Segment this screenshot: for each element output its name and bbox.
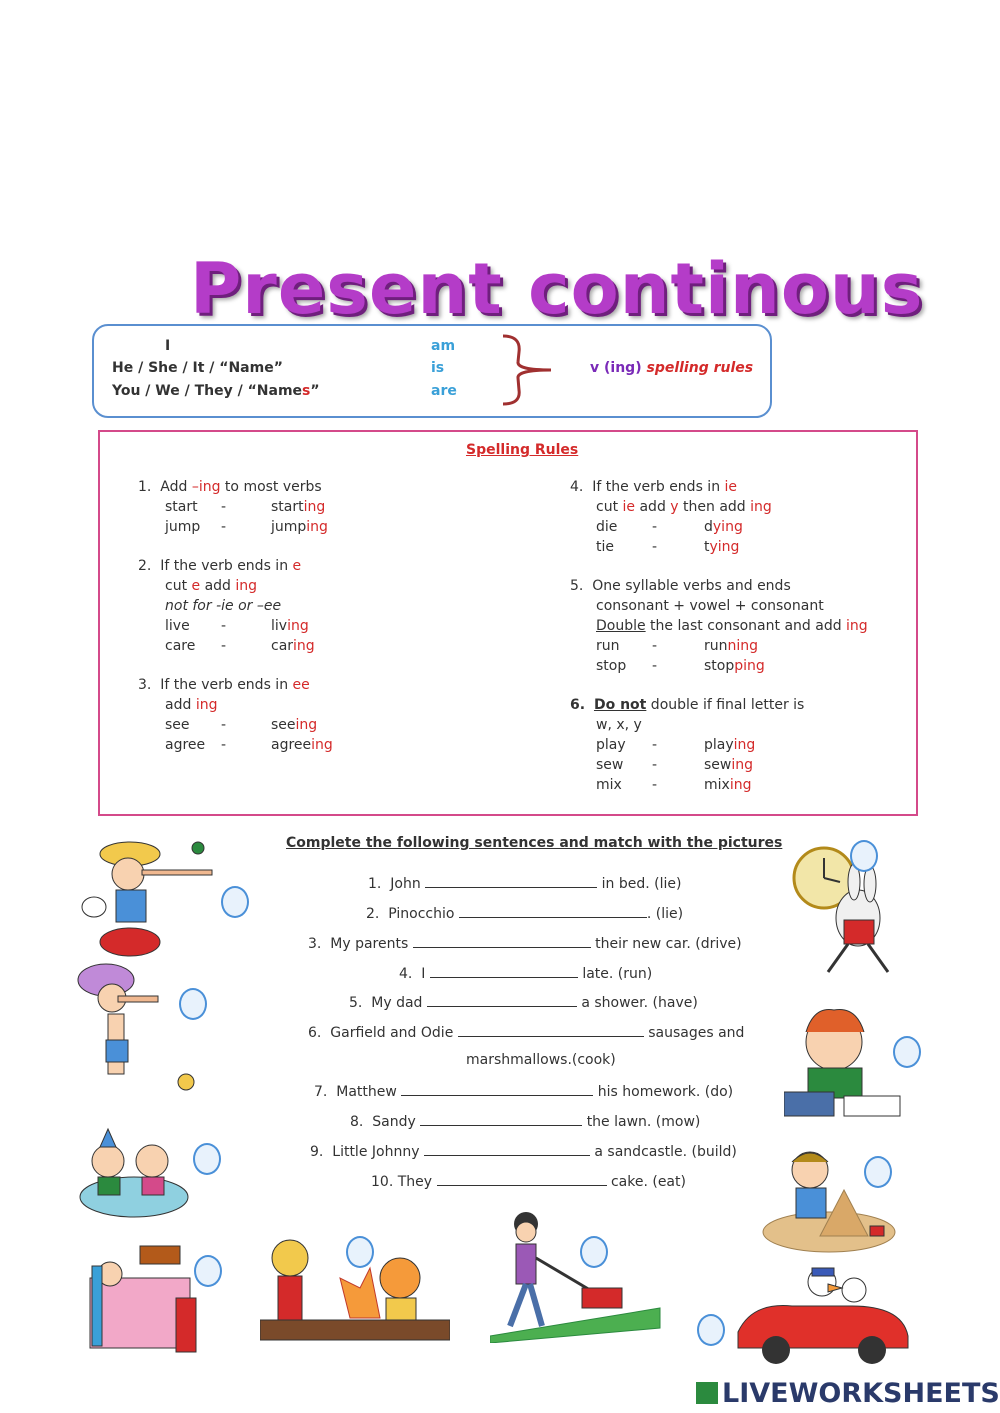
answer-blank-5[interactable] [427,992,577,1007]
rule-4-example-2: tie - tying [596,539,740,555]
match-bubble-cake[interactable] [193,1143,221,1175]
rule-3-heading: 3. If the verb ends in ee [138,677,310,693]
sentence-8: 8. Sandy the lawn. (mow) [350,1111,700,1130]
subject-i: I [165,338,171,354]
aux-are: are [431,383,457,399]
answer-blank-9[interactable] [424,1141,590,1156]
match-bubble-rabbit[interactable] [850,840,878,872]
spelling-rules-title: Spelling Rules [466,442,579,458]
sentence-9: 9. Little Johnny a sandcastle. (build) [310,1141,737,1160]
rule-2-line-2: cut e add ing [165,578,258,594]
rule-6-line-2: w, x, y [596,717,642,733]
car-driving-picture [732,1262,912,1367]
rule-6-heading: 6. Do not double if final letter is [570,697,805,713]
subject-you-we-they: You / We / They / “Names” [112,383,320,399]
rule-5-line-2: consonant + vowel + consonant [596,598,824,614]
boy-homework-picture [784,1002,909,1127]
rule-4-example-1: die - dying [596,519,743,535]
liveworksheets-logo-icon [696,1382,718,1404]
sentence-3: 3. My parents their new car. (drive) [308,933,742,952]
brace-icon [485,332,555,408]
rule-5-line-3: Double the last consonant and add ing [596,618,868,634]
rule-6-example-3: mix - mixing [596,777,752,793]
birthday-cake-picture [78,1125,190,1220]
pinocchio-picture [80,832,220,962]
answer-blank-4[interactable] [430,963,578,978]
answer-blank-3[interactable] [413,933,591,948]
sentence-10: 10. They cake. (eat) [371,1171,686,1190]
rule-4-line-2: cut ie add y then add ing [596,499,772,515]
match-bubble-car[interactable] [697,1314,725,1346]
match-bubble-homework[interactable] [893,1036,921,1068]
rule-1-example-2: jump - jumping [165,519,328,535]
rule-1-heading: 1. Add –ing to most verbs [138,479,322,495]
rule-5-example-1: run - running [596,638,759,654]
rule-3-example-1: see - seeing [165,717,318,733]
rule-1-example-1: start - starting [165,499,326,515]
rule-2-example-2: care - caring [165,638,315,654]
aux-is: is [431,360,445,376]
rule-4-heading: 4. If the verb ends in ie [570,479,738,495]
match-bubble-cooking[interactable] [346,1236,374,1268]
rule-6-example-2: sew - sewing [596,757,754,773]
exercise-instruction: Complete the following sentences and match with the pictures [286,835,783,851]
answer-blank-7[interactable] [401,1081,593,1096]
answer-blank-1[interactable] [425,873,597,888]
rule-5-heading: 5. One syllable verbs and ends [570,578,791,594]
match-bubble-mowing[interactable] [580,1236,608,1268]
subject-he-she-it: He / She / It / “Name” [112,360,283,376]
match-bubble-shower[interactable] [179,988,207,1020]
rule-2-exception: not for -ie or –ee [165,598,282,614]
sentence-6-continued: marshmallows.(cook) [466,1052,616,1068]
man-shower-picture [76,962,196,1102]
rule-5-example-2: stop - stopping [596,658,765,674]
match-bubble-pinocchio[interactable] [221,886,249,918]
rule-3-example-2: agree - agreeing [165,737,333,753]
sentence-4: 4. I late. (run) [399,963,652,982]
boy-in-bed-picture [80,1238,200,1358]
sentence-2: 2. Pinocchio . (lie) [366,903,683,922]
rule-3-line-2: add ing [165,697,218,713]
page-title: Present continous [190,248,924,330]
sentence-1: 1. John in bed. (lie) [368,873,681,892]
rule-2-heading: 2. If the verb ends in e [138,558,302,574]
rule-6-example-1: play - playing [596,737,756,753]
answer-blank-10[interactable] [437,1171,607,1186]
mowing-lawn-picture [490,1208,665,1343]
answer-blank-6[interactable] [458,1022,644,1037]
aux-am: am [431,338,456,354]
sentence-7: 7. Matthew his homework. (do) [314,1081,733,1100]
answer-blank-2[interactable] [459,903,647,918]
match-bubble-sandcastle[interactable] [864,1156,892,1188]
match-bubble-bed[interactable] [194,1255,222,1287]
liveworksheets-logo: LIVEWORKSHEETS [696,1378,1000,1409]
sentence-6: 6. Garfield and Odie sausages and [308,1022,744,1041]
answer-blank-8[interactable] [420,1111,582,1126]
formula-text: v (ing) spelling rules [590,360,754,376]
rule-2-example-1: live - living [165,618,309,634]
sentence-5: 5. My dad a shower. (have) [349,992,698,1011]
